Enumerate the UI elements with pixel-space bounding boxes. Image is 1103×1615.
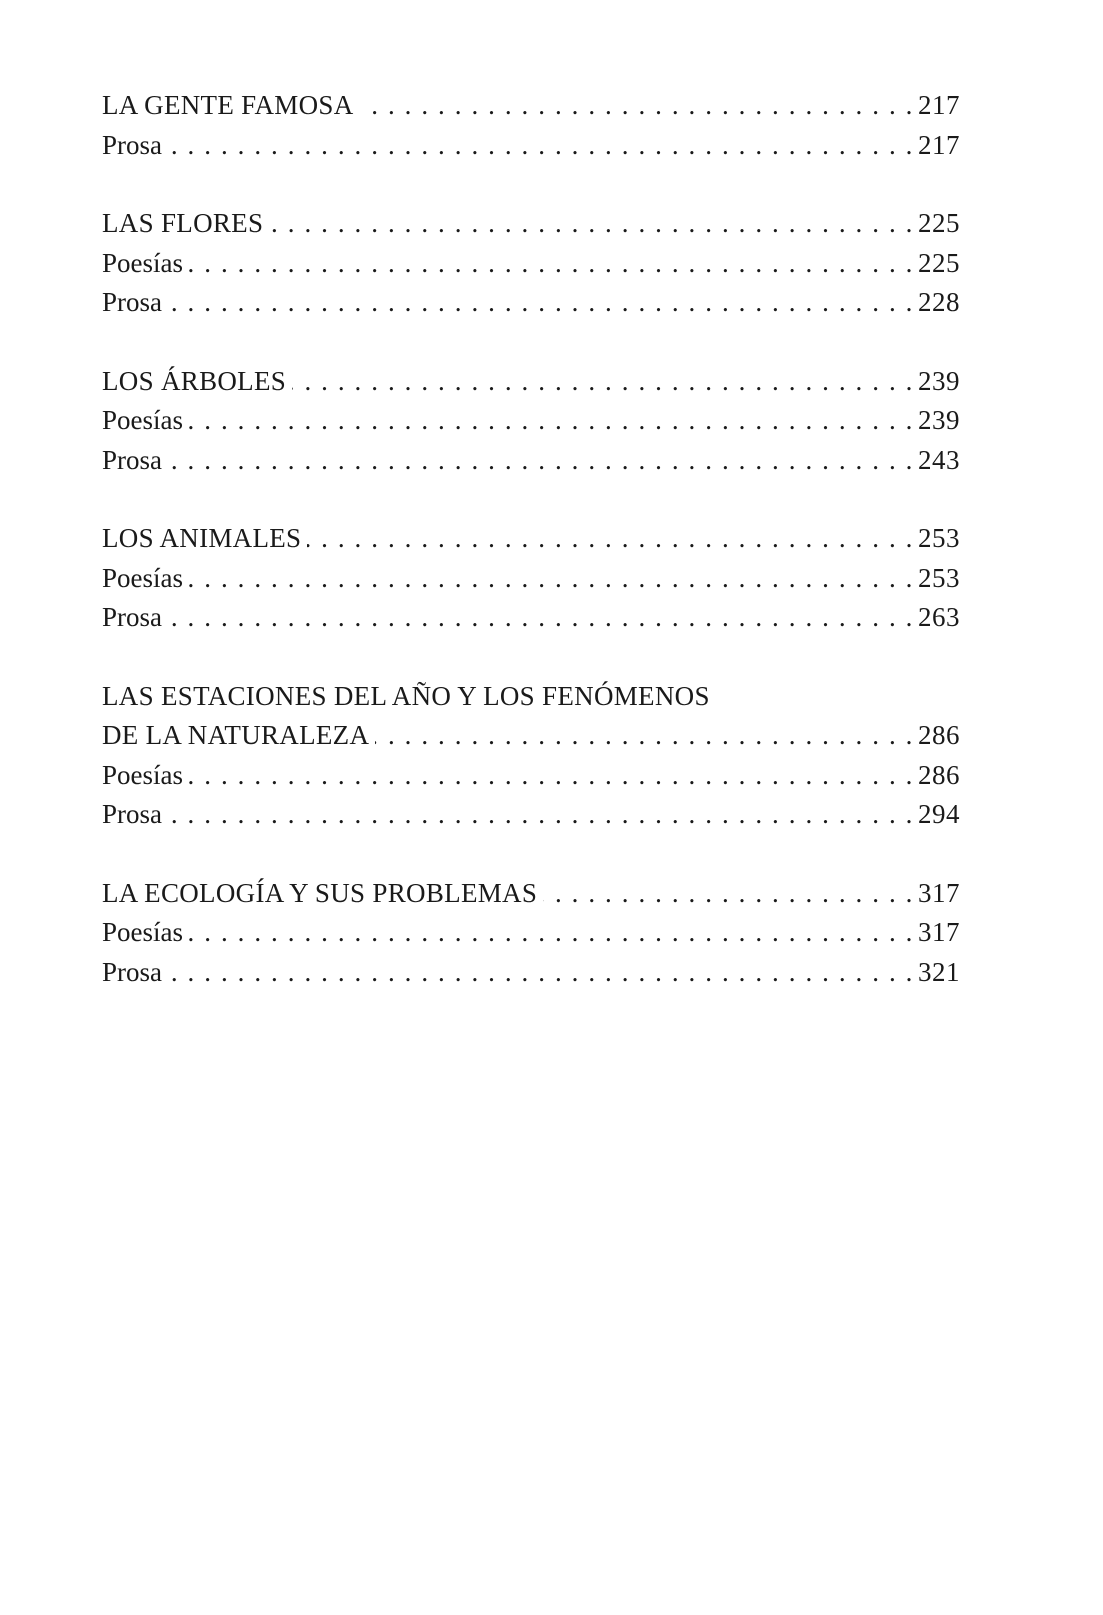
dot-leader xyxy=(189,756,914,796)
dot-leader xyxy=(168,598,914,638)
toc-heading-row[interactable] xyxy=(102,874,960,914)
toc-entry-page: 286 xyxy=(918,759,960,790)
dot-leader xyxy=(543,874,914,914)
toc-section-los-arboles xyxy=(102,362,960,481)
toc-entry-page: 225 xyxy=(918,247,960,278)
dot-leader xyxy=(189,244,914,284)
toc-entry-label: Prosa xyxy=(102,444,162,475)
toc-entry-label: Poesías xyxy=(102,759,183,790)
toc-heading-page: 317 xyxy=(918,877,960,908)
toc-entry-row[interactable] xyxy=(102,559,960,599)
toc-heading-row[interactable] xyxy=(102,204,960,244)
toc-heading-first-line[interactable] xyxy=(102,677,960,717)
toc-entry-page: 217 xyxy=(918,129,960,160)
toc-heading-title-line-1: LAS ESTACIONES DEL AÑO Y LOS FENÓMENOS xyxy=(102,680,710,711)
toc-heading-title: LA GENTE FAMOSA xyxy=(102,90,354,120)
dot-leader xyxy=(168,126,914,166)
toc-entry-row[interactable] xyxy=(102,953,960,993)
toc-heading-title: LAS FLORES xyxy=(102,208,264,238)
toc-section-la-gente-famosa xyxy=(102,86,960,165)
toc-heading-row[interactable] xyxy=(102,716,960,756)
toc-heading-title: LA ECOLOGÍA Y SUS PROBLEMAS xyxy=(102,877,538,908)
dot-leader xyxy=(360,86,914,126)
toc-heading-page: 239 xyxy=(918,365,960,396)
toc-entry-row[interactable] xyxy=(102,126,960,166)
toc-section-los-animales xyxy=(102,519,960,638)
dot-leader xyxy=(189,559,914,599)
toc-entry-row[interactable] xyxy=(102,401,960,441)
toc-section-la-ecologia xyxy=(102,874,960,993)
toc-heading-row[interactable] xyxy=(102,86,960,126)
toc-entry-row[interactable] xyxy=(102,598,960,638)
toc-entry-label: Prosa xyxy=(102,129,162,160)
toc-entry-page: 243 xyxy=(918,444,960,475)
toc-heading-page: 286 xyxy=(918,720,960,750)
toc-entry-label: Poesías xyxy=(102,562,183,593)
table-of-contents xyxy=(102,86,960,1031)
toc-entry-label: Poesías xyxy=(102,917,183,947)
dot-leader xyxy=(189,401,914,441)
toc-entry-page: 228 xyxy=(918,287,960,317)
toc-entry-row[interactable] xyxy=(102,441,960,481)
dot-leader xyxy=(168,283,914,323)
dot-leader xyxy=(269,204,914,244)
toc-entry-row[interactable] xyxy=(102,756,960,796)
toc-entry-row[interactable] xyxy=(102,244,960,284)
toc-entry-page: 263 xyxy=(918,602,960,632)
toc-section-las-estaciones xyxy=(102,677,960,835)
dot-leader xyxy=(168,953,914,993)
toc-entry-page: 294 xyxy=(918,799,960,829)
dot-leader xyxy=(375,716,914,756)
dot-leader xyxy=(307,519,914,559)
toc-heading-row[interactable] xyxy=(102,362,960,402)
toc-heading-page: 253 xyxy=(918,523,960,553)
toc-heading-title: DE LA NATURALEZA xyxy=(102,720,370,750)
toc-section-las-flores xyxy=(102,204,960,323)
toc-entry-label: Poesías xyxy=(102,247,183,278)
toc-entry-row[interactable] xyxy=(102,913,960,953)
dot-leader xyxy=(292,362,914,402)
toc-entry-label: Poesías xyxy=(102,405,183,435)
toc-entry-label: Prosa xyxy=(102,287,162,317)
toc-entry-row[interactable] xyxy=(102,283,960,323)
toc-entry-page: 321 xyxy=(918,956,960,987)
toc-entry-page: 253 xyxy=(918,562,960,593)
toc-heading-page: 225 xyxy=(918,208,960,238)
dot-leader xyxy=(168,795,914,835)
toc-entry-label: Prosa xyxy=(102,799,162,829)
toc-heading-page: 217 xyxy=(918,90,960,120)
dot-leader xyxy=(168,441,914,481)
toc-entry-label: Prosa xyxy=(102,602,162,632)
toc-heading-title: LOS ANIMALES xyxy=(102,523,302,553)
toc-entry-page: 317 xyxy=(918,917,960,947)
toc-entry-label: Prosa xyxy=(102,956,162,987)
toc-heading-row[interactable] xyxy=(102,519,960,559)
toc-entry-page: 239 xyxy=(918,405,960,435)
dot-leader xyxy=(189,913,914,953)
toc-entry-row[interactable] xyxy=(102,795,960,835)
toc-heading-title: LOS ÁRBOLES xyxy=(102,365,287,396)
